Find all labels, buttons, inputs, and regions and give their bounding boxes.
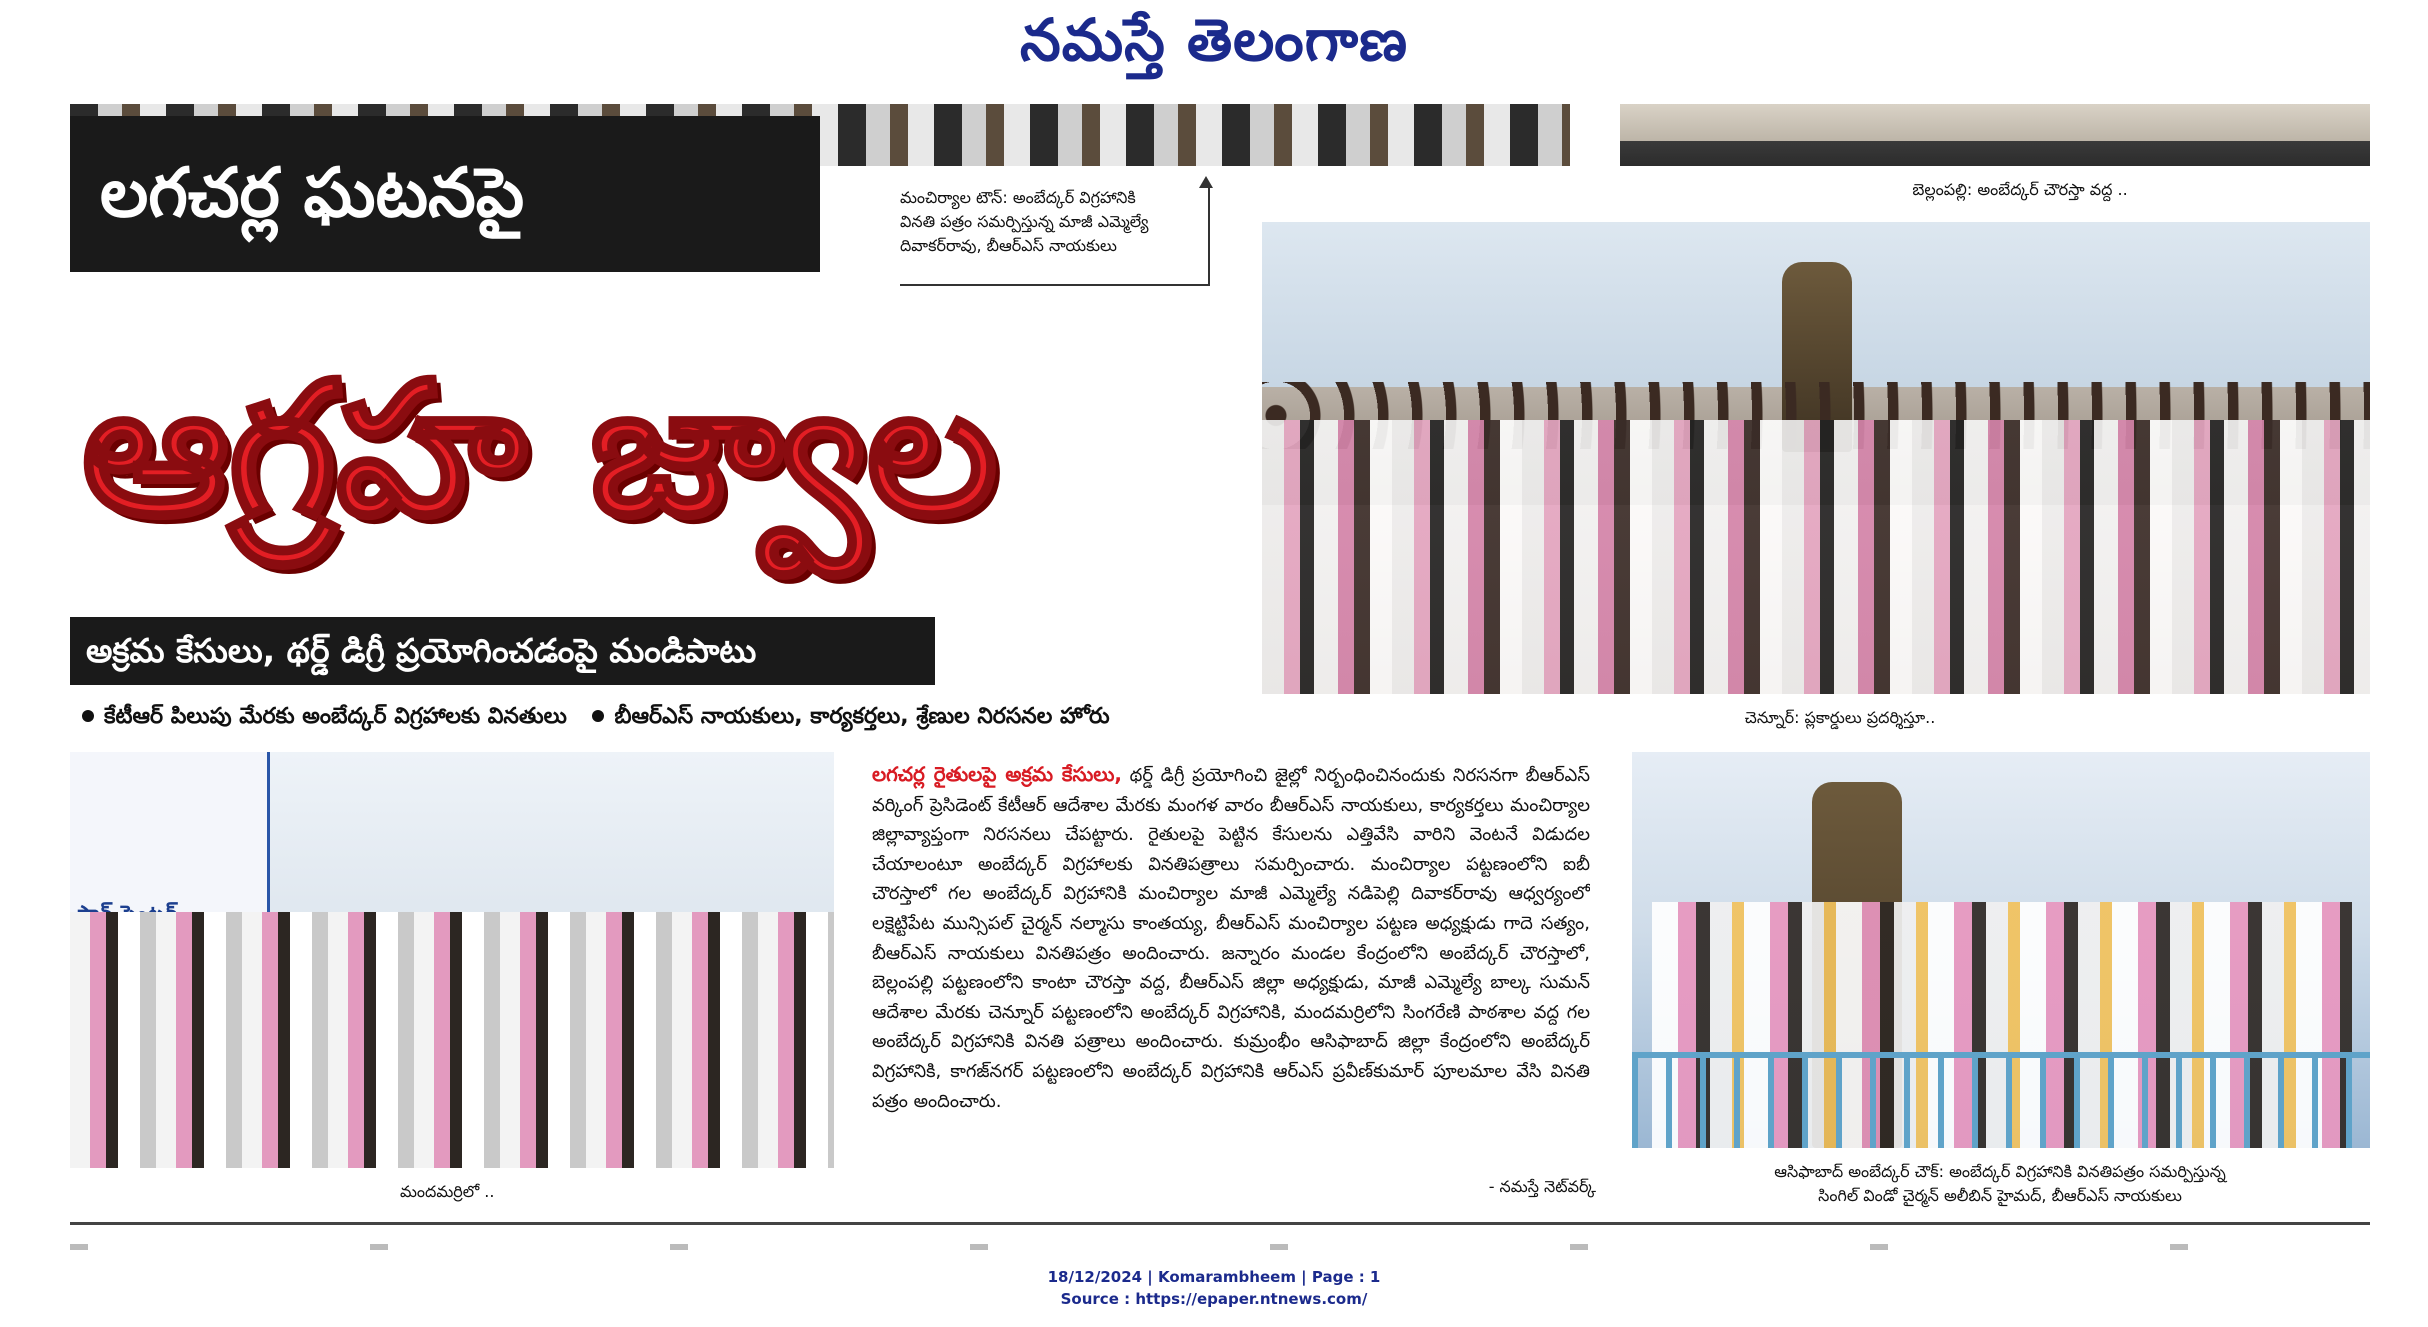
bullet-item: బీఆర్ఎస్ నాయకులు, కార్యకర్తలు, శ్రేణుల నిరసనల హోరు — [614, 704, 1110, 729]
article-body — [872, 760, 1590, 1206]
caption-chennur: చెన్నూర్: ప్లకార్డులు ప్రదర్శిస్తూ.. — [1744, 708, 1936, 727]
footer-source: Source : https://epaper.ntnews.com/ — [1060, 1290, 1368, 1308]
crowd-group — [70, 912, 834, 1168]
article-byline: - నమస్తే నెట్‌వర్క్ — [1488, 1177, 1596, 1196]
caption-mandamarri: మందమర్రిలో .. — [400, 1182, 495, 1201]
masthead — [0, 0, 2428, 80]
article-text: థర్డ్ డిగ్రీ ప్రయోగించి జైల్లో నిర్బంధించినందుకు నిరసనగా బీఆర్ఎస్ వర్కింగ్ ప్రెసిడెంట్ కేటీఆర్ ఆదేశాల మేరకు మంగళ వారం బీఆర్ఎస్ నాయకులు, కార్యకర్తలు మంచిర్యాల జిల్లావ్యాప్తంగా నిరసనలు చేపట్టారు. రైతులపై పెట్టిన కేసులను ఎత్తివేసి వారిని వెంటనే విడుదల చేయాలంటూ అంబేద్కర్ విగ్రహాలకు వినతిపత్రాలు సమర్పించారు. మంచిర్యాల పట్టణంలోని ఐబీ చౌరస్తాలో గల అంబేద్కర్ విగ్రహానికి మంచిర్యాల మాజీ ఎమ్మెల్యే నడిపెల్లి దివాకర్‌రావు ఆధ్వర్యంలో లక్షెట్టిపేట మున్సిపల్ చైర్మన్ నల్మాసు కాంతయ్య, బీఆర్ఎస్ మంచిర్యాల పట్టణ అధ్యక్షుడు గాదె సత్యం, బీఆర్ఎస్ నాయకులు వినతిపత్రం అందించారు. జన్నారం మండల కేంద్రంలోని అంబేద్కర్ చౌరస్తాలో, బెల్లంపల్లి పట్టణంలోని కాంటా చౌరస్తా వద్ద, బీఆర్ఎస్ జిల్లా అధ్యక్షుడు, మాజీ ఎమ్మెల్యే బాల్క సుమన్ ఆదేశాల మేరకు చెన్నూర్ పట్టణంలోని అంబేద్కర్ విగ్రహానికి, మందమర్రిలోని సింగరేణి పాఠశాల వద్ద గల అంబేద్కర్ విగ్రహానికి వినతి పత్రాలు అందించారు. కుమ్రంభీం ఆసిఫాబాద్ జిల్లా కేంద్రంలోని అంబేద్కర్ విగ్రహానికి, కాగజ్‌నగర్ పట్టణంలోని అంబేద్కర్ విగ్రహానికి ఆర్ఎస్ ప్రవీణ్‌కుమార్ పూలమాల వేసి వినతి పత్రం అందించారు. — [872, 765, 1590, 1112]
main-headline: ఆగ్రహ జ్వాల — [82, 343, 998, 557]
footer-date-page: 18/12/2024 | Komarambheem | Page : 1 — [1047, 1268, 1381, 1286]
headline-kicker: లగచర్ల ఘటనపై — [70, 116, 820, 272]
bottom-rule-fragment — [70, 1244, 2370, 1250]
photo-bellampalli — [1620, 104, 2370, 166]
bottom-rule — [70, 1222, 2370, 1225]
sub-headline: అక్రమ కేసులు, థర్డ్ డిగ్రీ ప్రయోగించడంపై మండిపాటు — [70, 617, 935, 685]
caption-mancherial: మంచిర్యాల టౌన్: అంబేద్కర్ విగ్రహానికి వినతి పత్రం సమర్పిస్తున్న మాజీ ఎమ్మెల్యే దివాకర్‌రావు, బీఆర్ఎస్ నాయకులు — [900, 186, 1210, 286]
bullet-points — [82, 700, 1222, 734]
bullet-icon — [82, 710, 94, 722]
photo-chennur — [1262, 222, 2370, 694]
newspaper-title: నమస్తే తెలంగాణ — [1020, 6, 1408, 74]
caption-asifabad: ఆసిఫాబాద్ అంబేద్కర్ చౌక్: అంబేద్కర్ విగ్రహానికి వినతిపత్రం సమర్పిస్తున్న సింగిల్ విండో చైర్మన్ అలీబిన్ హైమద్, బీఆర్ఎస్ నాయకులు — [1774, 1162, 2226, 1205]
bullet-icon — [592, 710, 604, 722]
bullet-item: కేటీఆర్ పిలుపు మేరకు అంబేద్కర్ విగ్రహాలకు వినతులు — [104, 704, 567, 729]
caption-bellampalli: బెల్లంపల్లి: అంబేద్కర్ చౌరస్తా వద్ద .. — [1912, 180, 2128, 199]
photo-asifabad — [1632, 752, 2370, 1148]
crowd-people — [1262, 420, 2370, 694]
article-lead: లగచర్ల రైతులపై అక్రమ కేసులు, — [872, 762, 1122, 786]
railing — [1632, 1052, 2370, 1148]
photo-mandamarri — [70, 752, 834, 1168]
arrow-up-icon — [1199, 176, 1213, 188]
